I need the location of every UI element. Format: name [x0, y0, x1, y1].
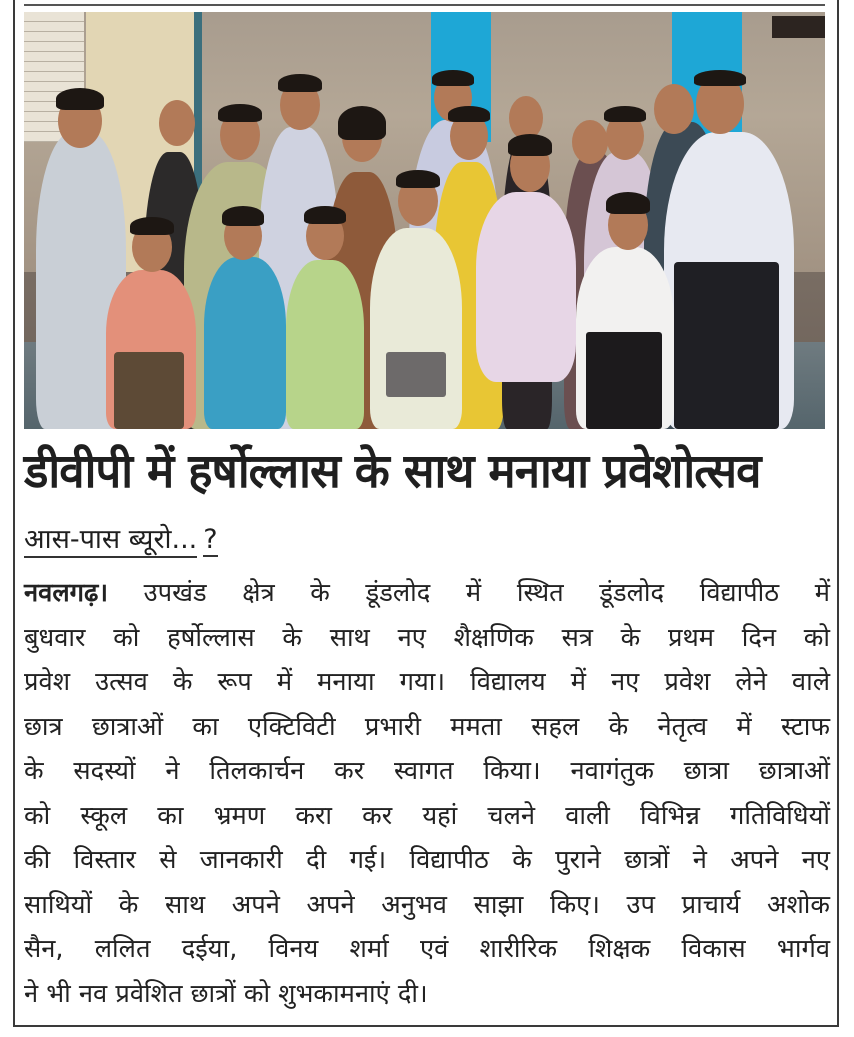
- dateline: नवलगढ़।: [24, 578, 108, 608]
- person-hair: [694, 70, 746, 86]
- person-head: [654, 84, 694, 134]
- person-head: [159, 100, 195, 146]
- article-photo: [24, 12, 825, 429]
- body-line-text: उपखंड क्षेत्र के डूंडलोद में स्थित डूंडलोद विद्यापीठ में: [108, 578, 830, 608]
- body-line: को स्कूल का भ्रमण करा कर यहां चलने वाली विभिन्न गतिविधियों: [24, 800, 830, 831]
- top-rule: [24, 4, 825, 6]
- body-line: [24, 571, 830, 616]
- person-hair: [338, 106, 386, 140]
- body-line: के सदस्यों ने तिलकार्चन कर स्वागत किया। नवागंतुक छात्रा छात्राओं: [24, 756, 830, 786]
- body-line: प्रवेश उत्सव के रूप में मनाया गया। विद्यालय में नए प्रवेश लेने वाले: [24, 667, 830, 697]
- byline: [24, 522, 218, 558]
- child-trousers: [586, 332, 662, 429]
- byline-name: आस-पास ब्यूरो...: [24, 524, 197, 558]
- person-hair: [432, 70, 474, 86]
- person-hair: [278, 74, 322, 92]
- byline-mark: ?: [203, 524, 218, 555]
- person-hair: [56, 88, 104, 110]
- body-line: साथियों के साथ अपने अपने अनुभव साझा किए। उप प्राचार्य अशोक: [24, 889, 830, 920]
- frame-border-bottom: [13, 1025, 839, 1027]
- frame-border-left: [13, 0, 15, 1027]
- person-hair: [218, 104, 262, 122]
- person-hair: [604, 106, 646, 122]
- child-hair: [508, 134, 552, 156]
- child-hair: [396, 170, 440, 188]
- headline: डीवीपी में हर्षोल्लास के साथ मनाया प्रवेशोत्सव: [24, 444, 761, 499]
- frame-border-right: [837, 0, 839, 1027]
- body-line: बुधवार को हर्षोल्लास के साथ नए शैक्षणिक सत्र के प्रथम दिन को: [24, 622, 830, 653]
- body-line: ने भी नव प्रवेशित छात्रों को शुभकामनाएं दी।: [24, 978, 428, 1009]
- article-body: [24, 571, 830, 1016]
- child-figure-floral-dress: [476, 192, 576, 382]
- person-hair: [448, 106, 490, 122]
- child-hair: [222, 206, 264, 226]
- person-head: [572, 120, 608, 164]
- person-trousers: [674, 262, 779, 429]
- body-line: छात्र छात्राओं का एक्टिविटी प्रभारी ममता सहल के नेतृत्व में स्टाफ: [24, 711, 830, 742]
- child-shorts: [114, 352, 184, 429]
- body-line: की विस्तार से जानकारी दी गई। विद्यापीठ के पुराने छात्रों ने अपने नए: [24, 845, 830, 875]
- child-shorts: [386, 352, 446, 397]
- body-line: सैन, ललित दईया, विनय शर्मा एवं शारीरिक शिक्षक विकास भार्गव: [24, 934, 830, 964]
- child-figure: [286, 260, 364, 429]
- child-figure: [204, 257, 286, 429]
- photo-vent: [772, 16, 825, 38]
- child-hair: [606, 192, 650, 214]
- child-hair: [130, 217, 174, 235]
- child-hair: [304, 206, 346, 224]
- child-figure: [370, 228, 462, 429]
